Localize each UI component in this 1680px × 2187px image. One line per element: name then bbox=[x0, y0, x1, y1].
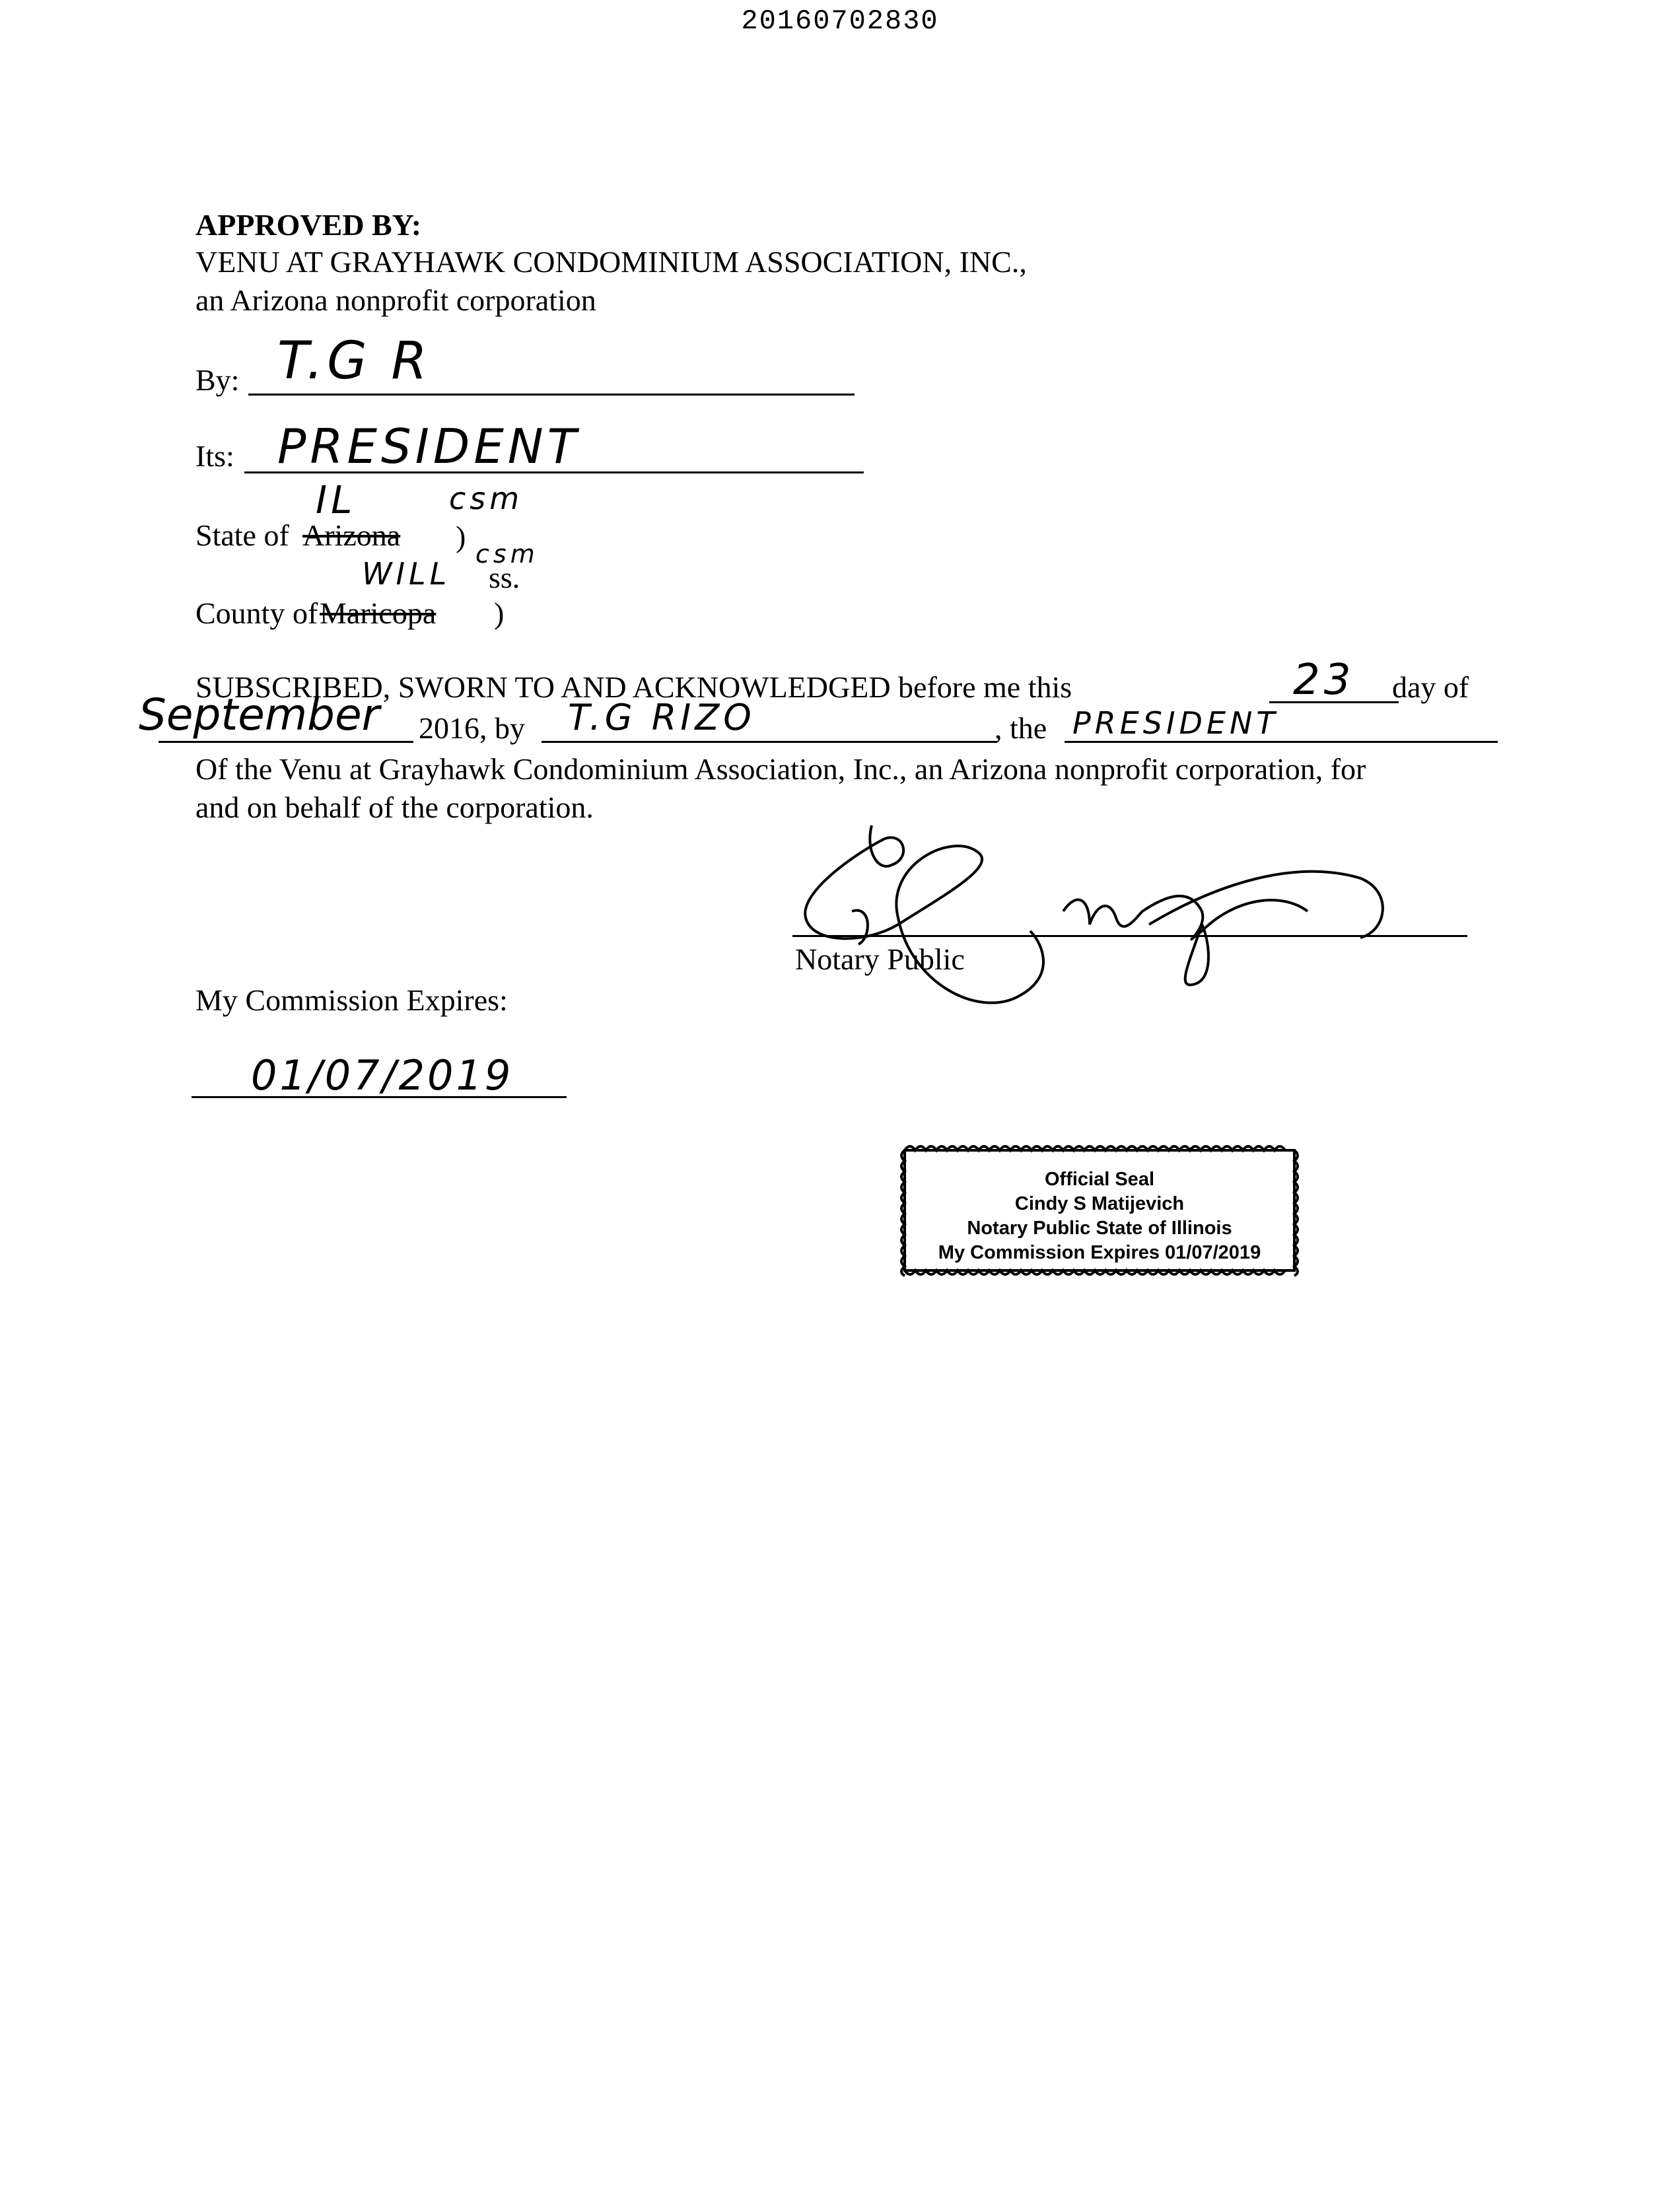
county-handwritten: WILL bbox=[362, 556, 451, 592]
month-value: September bbox=[139, 689, 380, 740]
county-initials: csm bbox=[475, 539, 539, 569]
commission-line bbox=[192, 1096, 567, 1098]
seal-line-4: My Commission Expires 01/07/2019 bbox=[938, 1242, 1261, 1263]
signer-name: T.G RIZO bbox=[568, 697, 755, 738]
ack-line1: SUBSCRIBED, SWORN TO AND ACKNOWLEDGED before me this bbox=[195, 670, 1072, 704]
document-number: 20160702830 bbox=[741, 5, 939, 37]
its-label: Its: bbox=[195, 439, 234, 473]
notary-label: Notary Public bbox=[795, 942, 965, 976]
day-suffix: day of bbox=[1392, 670, 1469, 704]
state-label: State of bbox=[195, 518, 289, 552]
title-value: PRESIDENT bbox=[1072, 705, 1279, 741]
association-name: VENU AT GRAYHAWK CONDOMINIUM ASSOCIATION, INC., bbox=[195, 245, 1027, 279]
the-text: , the bbox=[995, 711, 1047, 745]
seal-line-2: Cindy S Matijevich bbox=[1014, 1193, 1185, 1214]
seal-line-3: Notary Public State of Illinois bbox=[967, 1218, 1232, 1239]
notary-signature bbox=[779, 812, 1440, 1024]
year-text: 2016, by bbox=[419, 711, 525, 745]
by-label: By: bbox=[195, 363, 240, 397]
state-initials: csm bbox=[449, 481, 524, 516]
state-struck: Arizona bbox=[302, 518, 401, 552]
day-value: 23 bbox=[1293, 656, 1355, 705]
by-signature-line bbox=[248, 394, 855, 396]
by-signature: T.G R bbox=[277, 331, 431, 391]
approved-by-heading: APPROVED BY: bbox=[195, 208, 422, 242]
ack-line4: and on behalf of the corporation. bbox=[195, 790, 594, 824]
state-paren: ) bbox=[456, 520, 466, 553]
state-handwritten: IL bbox=[316, 477, 357, 522]
ss-label: ss. bbox=[489, 561, 520, 594]
title-line bbox=[1065, 741, 1498, 743]
county-paren: ) bbox=[494, 596, 505, 630]
entity-type: an Arizona nonprofit corporation bbox=[195, 283, 596, 317]
ack-line3: Of the Venu at Grayhawk Condominium Association, Inc., an Arizona nonprofit corporation, for bbox=[195, 752, 1366, 786]
seal-line-1: Official Seal bbox=[1044, 1169, 1154, 1190]
commission-date: 01/07/2019 bbox=[251, 1051, 514, 1099]
signer-line bbox=[542, 741, 997, 743]
its-value: PRESIDENT bbox=[277, 419, 580, 474]
commission-label: My Commission Expires: bbox=[195, 983, 508, 1017]
month-line bbox=[158, 741, 413, 743]
county-struck: Maricopa bbox=[320, 596, 437, 630]
county-label: County of bbox=[195, 596, 318, 630]
notary-line bbox=[792, 935, 1467, 937]
official-seal-stamp bbox=[898, 1141, 1301, 1280]
